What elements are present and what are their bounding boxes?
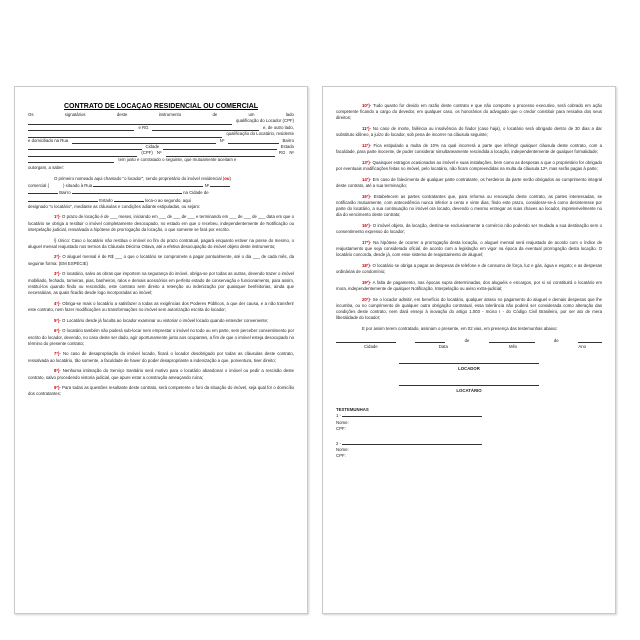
parties-text: (CPF) (141, 150, 153, 156)
blank-line[interactable] (28, 145, 142, 150)
parties-text: e, de outro lado, (262, 124, 294, 130)
clause-text: - O imóvel objeto, da locação, destina-se exclusivamente a comércio não podendo ser mudada a sua destinação sem o consentimento expresso do locador; (336, 223, 602, 235)
clause-number: 13ª) (362, 159, 370, 165)
closing-paragraph: E por assim terem contratado, assinam o presente, em 02 vias, em presença das testemunhas abaixo: (362, 326, 558, 332)
clause-text: - Para todas as questões resultante deste contrato, será competente o foro da situação do imóvel, seja qual for o domicílio dos contratantes; (28, 385, 294, 397)
clause-text: - Quaisquer estragos ocasionados ao imóvel e suas instalações, bem como as despesas a que o proprietário for obrigado por eventuais modificações feitas no imóvel, pelo locatário, não ficam compreendidas na multa da cláusula 12ª, mas serão pagas à parte; (336, 159, 602, 172)
parties-word: instrumento (158, 112, 182, 117)
blank-line[interactable] (28, 189, 58, 194)
date-label: Cidade (364, 344, 378, 350)
parties-line-2 (28, 118, 294, 124)
city-field[interactable] (336, 338, 396, 343)
clause-number: 6ª) (54, 328, 60, 334)
clause-number: 5ª) (54, 317, 60, 323)
clause-text: - A falta de pagamento, nas épocas supra determinadas, dos aluguéis e encargos, por si só constituirá o locatário em mora, independentemente de qualquer Notificação, Interpelação ou aviso extra-judicial; (336, 279, 602, 292)
parties-text: e domiciliado na Rua (28, 137, 69, 143)
witness-name-label: Nome: (336, 447, 349, 453)
clause-text: - Na hipótese de ocorrer a prorrogação desta locação, o aluguel mensal será reajustado de acordo com o índice de reajustamento que seja considerado oficial, de acordo com a legislação em vigor na época da eventual prorrogação desta locação. O locatário concorda, desde já, com esse sistema de reajustamento de aluguel; (336, 239, 602, 258)
parties-word: um (248, 112, 255, 117)
clause-text: - Fica estipulado a multa de 10% na qual incorrerá a parte que infringir qualquer cláusula deste contrato, com a faculdade, para parte inocente, de poder considerar simultaneamente rescindida a locação, independentemente de qualquer formalidade; (336, 143, 602, 155)
date-de: de (553, 338, 559, 344)
object-text: loca-o ao segundo, aqui (145, 197, 191, 203)
clause-c13 (336, 160, 602, 172)
clauses-right (336, 103, 602, 322)
blank-line[interactable] (28, 126, 134, 131)
parties-line-5 (28, 138, 294, 144)
witness-1-signature[interactable] (342, 412, 482, 417)
locador-signature-line[interactable] (399, 363, 539, 364)
blank-line[interactable] (28, 158, 114, 163)
clauses-left (28, 214, 294, 397)
clause-c19 (336, 280, 602, 292)
clause-text: - O locatário também não poderá sub-locar nem emprestar o imóvel no todo ou em parte, sem perceber consentimento por escrito do locador, devendo, no caso deste ser dado, agir oportunamente junto aos ocupantes, a fim de que o imóvel esteja desocupado no término do presente contrato; (28, 328, 294, 346)
parties-text: Bairro (282, 137, 294, 143)
locatario-signature-line[interactable] (399, 385, 539, 386)
clause-text: - O Locatário desde já faculta ao locador examinar ou vistoriar o imóvel locado quando entender conveniente; (59, 317, 269, 323)
clause-number: 17ª) (362, 239, 370, 245)
locador-label: LOCADOR (458, 366, 480, 372)
date-de: de (464, 338, 470, 344)
object-text: Bairro (59, 190, 71, 196)
clause-c6 (28, 328, 294, 347)
parties-word: lado (285, 112, 294, 117)
parties-word: deste (116, 112, 128, 117)
parties-text: Cidade (145, 144, 160, 150)
month-field[interactable] (489, 338, 535, 343)
clause-c12 (336, 143, 602, 155)
parties-text: Nº (156, 150, 162, 156)
clause-number: 16ª) (362, 223, 370, 229)
clause-c16 (336, 223, 602, 235)
witness-number: 1 - (336, 413, 342, 419)
clause-number: 11ª) (362, 126, 370, 132)
clause-unico (28, 238, 294, 250)
parties-line-8 (28, 157, 294, 163)
witness-number: 2 - (336, 441, 342, 446)
witness-name-label: Nome: (336, 419, 349, 425)
clause-text: - Tudo quanto for devido em razão deste contrato e que não comporte o processo executivo, será cobrado em ação competente ficando a cargo do devedor, em qualquer caso, os honorários do advogado que o credor constituir para ressalva dos seus direitos; (336, 103, 602, 121)
clause-c11 (336, 126, 602, 138)
witness-cpf-label: CPF: (336, 425, 346, 431)
year-field[interactable] (578, 338, 602, 343)
object-text: na (183, 190, 188, 196)
parties-text: Nº (219, 137, 225, 143)
clause-c18 (336, 263, 602, 275)
clause-text: - Se o locador admitir, em benefício do locatário, qualquer atraso no pagamento do aluguel e demais despesas que lhe incumba, ou no cumprimento de qualquer outra obrigação contratual, essa tolerância não poderá ser considerada como alteração das condições deste contrato, nem dará ensejo à inovação do artigo 1.003 - Inciso I - do Código Civil Brasileiro, por ser ato de mera liberalidade do locador; (336, 296, 602, 321)
clause-c8 (28, 368, 294, 380)
clause-number: 9ª) (54, 385, 60, 391)
witnesses-title: TESTEMUNHAS (336, 407, 369, 413)
date-labels (364, 344, 586, 349)
clause-c9 (28, 385, 294, 397)
clause-number: 7ª) (54, 351, 60, 357)
day-field[interactable] (415, 338, 445, 343)
clause-c10 (336, 103, 602, 122)
clause-number: 14ª) (362, 176, 370, 182)
clause-text: - Nenhuma intimação do Serviço Sanitário será motivo para o locatário abandonar o imóvel ou pedir a rescisão deste contrato, salvo procedendo vistoria judicial, que apure estar a construção ameaçando ruína; (28, 368, 294, 380)
clause-number: 3ª) (54, 271, 60, 277)
object-paragraph (28, 176, 294, 210)
blank-line[interactable] (114, 197, 144, 202)
witness-2 (336, 440, 602, 460)
clause-c17 (336, 240, 602, 259)
blank-line[interactable] (72, 139, 215, 144)
clause-number: 18ª) (362, 263, 370, 269)
object-text: ) situado à Rua (63, 183, 93, 189)
parties-text: tem justo e contratado o seguinte, que mutuamente aceitam e (118, 156, 237, 162)
parties-text: qualificação do Locador (CPF) (235, 118, 294, 124)
date-label: Mês (509, 344, 518, 350)
clause-text: - No caso de desapropriação do imóvel locado, ficará o locador desobrigado por todas as cláusulas deste contrato, ressalvada ao locatário, tão somente, a faculdade de haver do poder desapropriante a indenização a que, porventura, tiver direito; (28, 351, 294, 363)
object-text: Cidade (189, 190, 203, 196)
clause-text: - No caso de morte, falência ou insolvência do fiador (caso haja), o locatário será obrigado dentro de 30 dias a dar substituto idôneo, a juízo do locador, sob pena de incorrer na cláusula seguinte; (336, 126, 602, 138)
object-text: O primeiro nomeado aqui chamado "o locador", sendo proprietário do imóvel residencial ( (54, 175, 225, 181)
locatario-label: LOCATÁRIO (456, 388, 482, 394)
blank-line[interactable] (93, 182, 203, 187)
contract-page-1 (14, 86, 308, 614)
parties-word: de (212, 112, 218, 117)
clause-c5 (28, 318, 294, 324)
clause-c14 (336, 177, 602, 189)
blank-line[interactable] (228, 139, 278, 144)
clause-text: - O aluguel mensal é de R$ ___ o que o locatário se compromete a pagar pontualmente, até o dia ___ de cada mês, da seguinte forma: (EM ESPÉCIE) (28, 254, 294, 266)
parties-word: Os (28, 112, 34, 117)
parties-text: RG (278, 150, 286, 156)
clause-text: - O locatário, salvo as obras que importem na segurança do imóvel, obriga-se por todas as outras, devendo trazer o imóvel mobiliado, fechado, torneiras, pias, banheiros, ralos e demais acessórios em perfeito estado de conservação e funcionamento, para assim, restituí-los quando findo ou rescindido, este contrato sem direito a retenção ou indenização por quaisquer benfeitorias, ainda que necessárias, as quais ficarão desde logo incorporadas ao imóvel; (28, 271, 294, 295)
clause-text: - O prazo de locação é de ___ meses, iniciando em ___ de ___ de ___ e terminando em ___ de ___ de ___ data em que o locatário se obriga a restituir o imóvel completamente desocupado, no estado em que o recebeu, independentemente de Notificação ou interpelação judicial, ressalvada a hipótese de prorrogação da locação, o que somente se fará por escrito. (28, 214, 294, 232)
blank-line[interactable] (28, 197, 98, 202)
object-text: designado "o locatário", mediante as cláusulas e condições adiante estipuladas, ou sejam: (28, 203, 201, 209)
blank-line[interactable] (210, 182, 230, 187)
parties-text: Estado (280, 144, 294, 150)
clause-c1 (28, 214, 294, 233)
clause-text: - Em caso de falecimento de qualquer parte contratante, os herdeiros da parte serão obrigados ao cumprimento integral deste contrato, até a sua terminação; (336, 176, 602, 189)
object-red-text: ou (224, 175, 230, 181)
parties-text: e RG (138, 124, 149, 130)
object-text: ) (229, 175, 231, 181)
blank-line[interactable] (28, 120, 232, 125)
clause-text: § Único: Caso o locatário não restitua o imóvel no fim do prazo contratual, pagará enquanto estiver na posse do mesmo, o aluguel mensal reajustado nos termos da Cláusula Décima Oitava, até a efetiva desocupação do imóvel objeto deste instrumento; (28, 237, 294, 249)
clause-c15 (336, 194, 602, 219)
clause-number: 8ª) (54, 368, 60, 374)
page-2-content (336, 103, 602, 607)
object-text: Estado (99, 197, 113, 203)
clause-number: 1ª) (54, 214, 60, 220)
clause-number: 10ª) (362, 103, 370, 108)
date-line (336, 338, 602, 343)
clause-c2 (28, 254, 294, 266)
blank-line[interactable] (163, 145, 277, 150)
witness-cpf-label: CPF: (336, 453, 346, 459)
object-text: comercial ( (28, 183, 50, 189)
clause-number: 2ª) (54, 254, 60, 260)
contract-page-2 (322, 86, 616, 614)
clause-c3 (28, 271, 294, 296)
parties-text: qualificação do Locatário, residente (226, 131, 294, 137)
clause-number: 19ª) (362, 279, 370, 285)
clause-number: 4ª) (54, 300, 60, 306)
clause-text: - Obriga-se mais o locatário a satisfazer a todas as exigências dos Poderes Públicos, a que der causa, e a não transferir este contrato, nem fazer modificações ou transformações no imóvel sem autorização escrita do locador; (28, 300, 294, 312)
clause-number: 15ª) (362, 193, 370, 199)
date-label: Data (438, 344, 448, 350)
contract-title: CONTRATO DE LOCAÇÃO RESIDENCIAL OU COMERCIAL (63, 103, 259, 110)
parties-line-9: outorgam, a saber: (28, 165, 65, 171)
page-1-content (28, 103, 294, 607)
clause-c20 (336, 297, 602, 322)
witness-1 (336, 412, 602, 432)
clause-text: - Estabelecem as partes contratantes que, para reforma ou renovação deste contrato, as partes interessadas, se notificarão mutuamente, com antecedência nunca inferior a cento e vinte dias, findo este prazo, considerar-se-á como desinteresse por parte do locatário, a sua continuação no imóvel ora locado, devendo o mesmo entregar as suas chaves ao locador, impreterivelmente no dia do vencimento deste contrato; (336, 193, 602, 218)
parties-text: Nº (289, 150, 294, 156)
clause-number: 20ª) (362, 296, 370, 302)
clause-c4 (28, 301, 294, 313)
clause-text: - O locatário se obriga a pagar as despesas de telefone e de consumo de força, luz e gás, água e esgoto; e as despesas ordinárias de condomínio; (336, 263, 602, 275)
clause-number: 12ª) (362, 143, 370, 149)
object-text: Nº (204, 183, 210, 189)
parties-word: signatários (64, 112, 86, 117)
blank-line[interactable] (72, 189, 182, 194)
witness-2-signature[interactable] (342, 440, 482, 445)
clause-c7 (28, 351, 294, 363)
date-label: Ano (578, 344, 586, 350)
object-text: de (203, 190, 209, 196)
